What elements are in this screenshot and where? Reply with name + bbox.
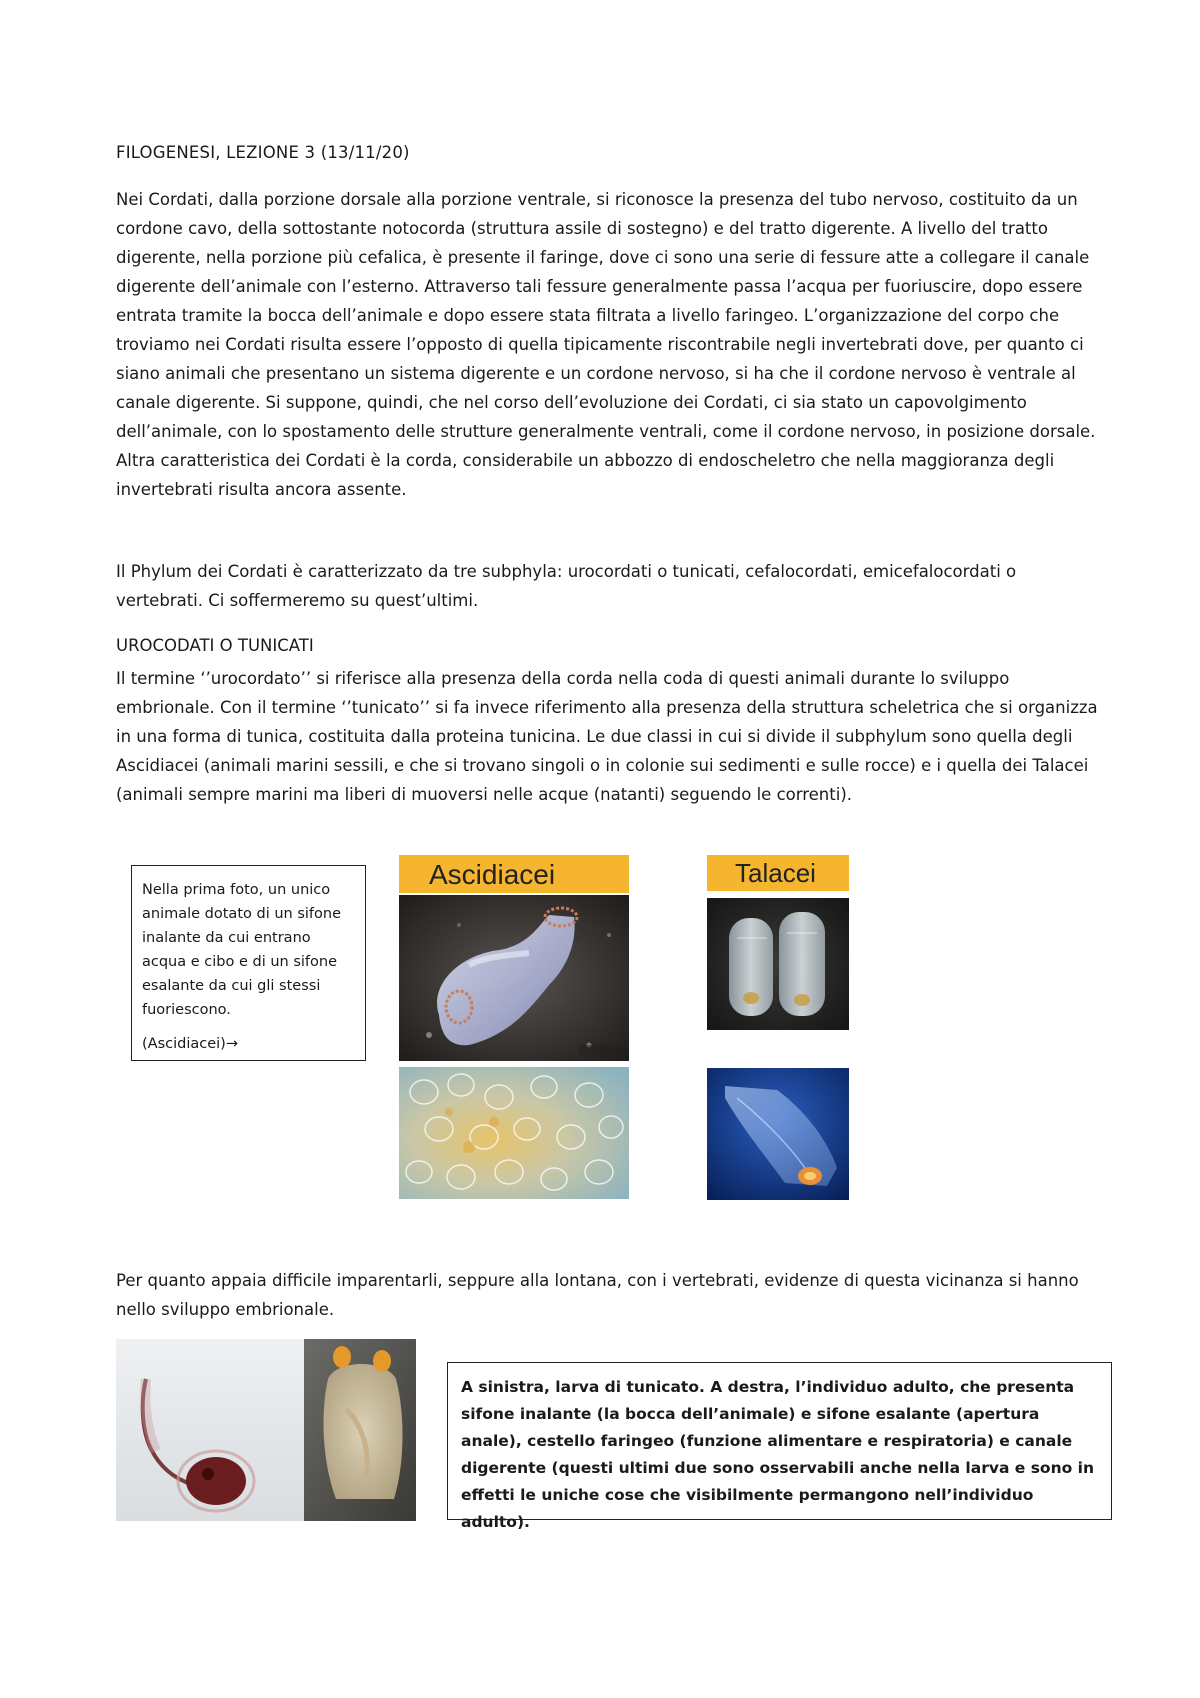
talacei-photo-blue [707, 1068, 849, 1200]
phylum-paragraph [116, 557, 1101, 615]
embryo-text: Per quanto appaia difficile imparentarli, seppure alla lontana, con i vertebrati, evidenze di questa vicinanza si hanno nello sviluppo embrionale. [116, 1271, 1079, 1319]
ascidiacei-photo-colony [399, 1067, 629, 1199]
intro-text: Nei Cordati, dalla porzione dorsale alla porzione ventrale, si riconosce la presenza del tubo nervoso, costituito da un cordone cavo, della sottostante notocorda (struttura assile di sostegno) e del tratto digerente. A livello del tratto digerente, nella porzione più cefalica, è presente il faringe, dove ci sono una serie di fessure atte a collegare il canale digerente dell’animale con l’esterno. Attraverso tali fessure generalmente passa l’acqua per fuoriuscire, dopo essere entrata tramite la bocca dell’animale e dopo essere stata filtrata a livello faringeo. L’organizzazione del corpo che troviamo nei Cordati risulta essere l’opposto di quella tipicamente riscontrabile negli invertebrati dove, per quanto ci siano animali che presentano un sistema digerente e un cordone nervoso, si ha che il cordone nervoso è ventrale al canale digerente. Si suppone, quindi, che nel corso dell’evoluzione dei Cordati, ci sia stato un capovolgimento dell’animale, con lo spostamento delle strutture generalmente ventrali, come il cordone nervoso, in posizione dorsale. Altra caratteristica dei Cordati è la corda, considerabile un abbozzo di endoscheletro che nella maggioranza degli invertebrati risulta ancora assente. [116, 190, 1096, 499]
embryo-paragraph [116, 1266, 1101, 1324]
ascidiacei-photo-single [399, 895, 629, 1061]
page-title: FILOGENESI, LEZIONE 3 (13/11/20) [116, 143, 410, 162]
section-title: UROCODATI O TUNICATI [116, 636, 314, 655]
phylum-text: Il Phylum dei Cordati è caratterizzato da tre subphyla: urocordati o tunicati, cefalocordati, emicefalocordati o vertebrati. Ci soffermeremo su quest’ultimi. [116, 562, 1017, 610]
ascidiacei-label: Ascidiacei [399, 855, 629, 893]
talacei-photo-pair [707, 898, 849, 1030]
caption-text: Nella prima foto, un unico animale dotato di un sifone inalante da cui entrano acqua e cibo e di un sifone esalante da cui gli stessi fuoriescono. [142, 882, 341, 1018]
caption-text: A sinistra, larva di tunicato. A destra, l’individuo adulto, che presenta sifone inalante (la bocca dell’animale) e sifone esalante (apertura anale), cestello faringeo (funzione alimentare e respiratoria) e canale digerente (questi ultimi due sono osservabili anche nella larva e sono in effetti le uniche cose che visibilmente permangono nell’individuo adulto). [461, 1378, 1095, 1531]
urocordati-text: Il termine ‘’urocordato’’ si riferisce alla presenza della corda nella coda di questi animali durante lo sviluppo embrionale. Con il termine ‘’tunicato’’ si fa invece riferimento alla presenza della struttura scheletrica che si organizza in una forma di tunica, costituita dalla proteina tunicina. Le due classi in cui si divide il subphylum sono quella degli Ascidiacei (animali marini sessili, e che si trovano singoli o in colonie sui sedimenti e sulle rocce) e i quella dei Talacei (animali sempre marini ma liberi di muoversi nelle acque (natanti) seguendo le correnti). [116, 669, 1098, 804]
talacei-label: Talacei [707, 855, 849, 891]
larva-adult-photo [116, 1339, 416, 1521]
urocordati-paragraph [116, 664, 1101, 809]
ascidiacei-caption-box [131, 865, 366, 1061]
caption-reference: (Ascidiacei)→ [142, 1036, 238, 1052]
intro-paragraph [116, 185, 1101, 504]
larva-caption-box [447, 1362, 1112, 1531]
